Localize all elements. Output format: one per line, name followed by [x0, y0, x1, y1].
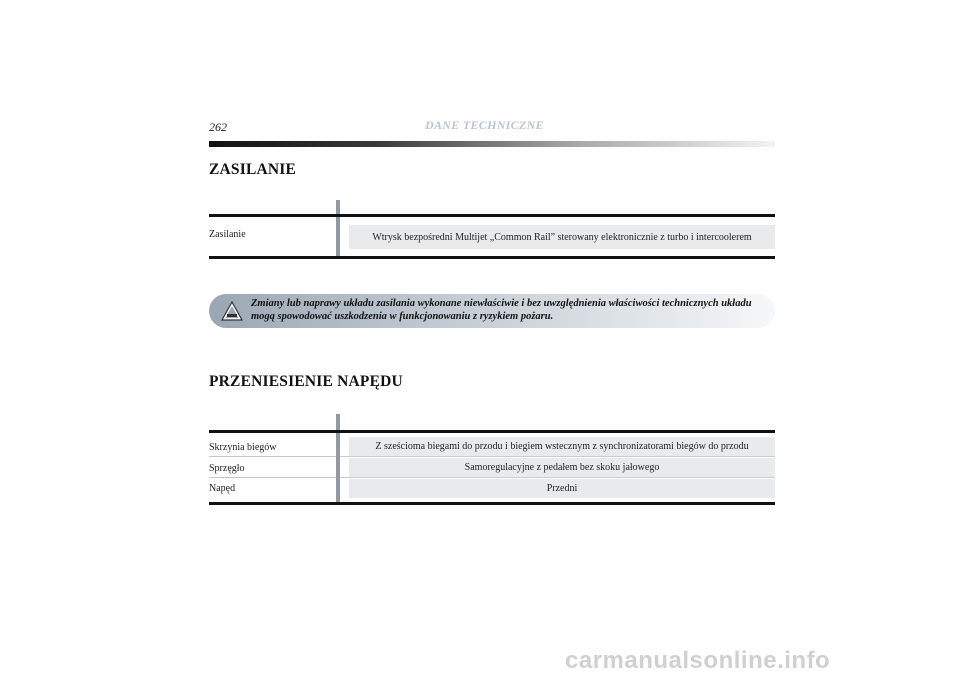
- table-top-rule: [209, 214, 775, 217]
- table-value-gearbox: Z sześcioma biegami do przodu i biegiem wstecznym z synchronizatorami biegów do przodu: [349, 437, 775, 456]
- row-separator: [340, 477, 775, 478]
- table-divider: [336, 414, 340, 504]
- table-value-fuel: Wtrysk bezpośredni Multijet „Common Rail” sterowany elektronicznie z turbo i intercoolerem: [349, 225, 775, 249]
- table-divider: [336, 200, 340, 258]
- table-top-rule: [209, 430, 775, 433]
- table-value-drive: Przedni: [349, 479, 775, 498]
- table-label-fuel: Zasilanie: [209, 229, 246, 240]
- table-label-drive: Napęd: [209, 483, 236, 494]
- table-label-gearbox: Skrzynia biegów: [209, 442, 277, 453]
- header-bar: [209, 141, 775, 147]
- warning-text: Zmiany lub naprawy układu zasilania wykonane niewłaściwie i bez uwzględnienia właściwości technicznych układu mogą spowodować uszkodzenia w funkcjonowaniu z ryzykiem pożaru.: [251, 298, 752, 322]
- watermark: carmanualsonline.info: [565, 647, 831, 674]
- row-separator: [209, 456, 336, 457]
- row-separator: [340, 456, 775, 457]
- table-bottom-rule: [209, 502, 775, 505]
- warning-triangle-icon: [221, 300, 243, 322]
- table-value-clutch: Samoregulacyjne z pedałem bez skoku jałowego: [349, 458, 775, 477]
- warning-box: [209, 294, 775, 328]
- page-number: 262: [209, 120, 227, 134]
- section-title-drive: PRZENIESIENIE NAPĘDU: [209, 373, 403, 390]
- table-label-clutch: Sprzęgło: [209, 463, 245, 474]
- table-bottom-rule: [209, 256, 775, 259]
- running-title: DANE TECHNICZNE: [425, 118, 544, 132]
- section-title-fuel: ZASILANIE: [209, 161, 297, 178]
- row-separator: [209, 477, 336, 478]
